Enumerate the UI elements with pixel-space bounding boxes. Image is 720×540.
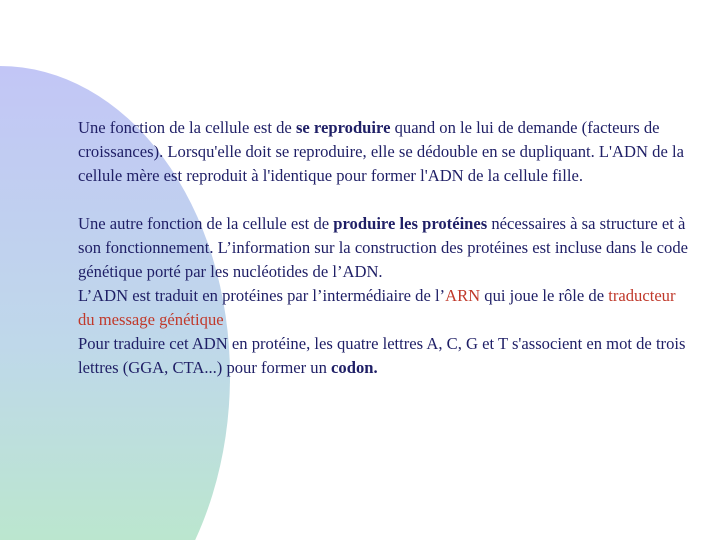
paragraph-text: Pour traduire cet ADN en protéine, les quatre lettres A, C, G et T s'associent en mot de trois lettres (GGA, CTA...) pour former un — [78, 334, 686, 377]
keyword-produire-les-proteines: produire les protéines — [333, 214, 488, 233]
slide-body — [78, 116, 688, 380]
paragraph-proteines — [78, 212, 688, 284]
keyword-traducteur: traducteur du message génétique — [78, 286, 676, 329]
paragraph-reproduction — [78, 116, 688, 188]
paragraph-text: Une fonction de la cellule est de — [78, 118, 296, 137]
paragraph-text: quand on le lui de demande (facteurs de croissances). Lorsqu'elle doit se reproduire, elle se dédouble en se dupliquant. L'ADN de la cellule mère est reproduit à l'identique pour former l'ADN de la cellule fille. — [78, 118, 684, 185]
paragraph-arn — [78, 284, 688, 332]
keyword-se-reproduire: se reproduire — [295, 118, 391, 137]
paragraph-text: L’ADN est traduit en protéines par l’intermédiaire de l’ — [78, 286, 446, 305]
keyword-codon: codon. — [331, 358, 378, 377]
keyword-arn: ARN — [445, 286, 481, 305]
paragraph-text: qui joue le rôle de — [480, 286, 609, 305]
paragraph-codon — [78, 332, 688, 380]
paragraph-text: Une autre fonction de la cellule est de — [78, 214, 334, 233]
paragraph-spacer — [78, 188, 688, 212]
paragraph-text: nécessaires à sa structure et à son fonctionnement. L’information sur la construction des protéines est incluse dans le code génétique porté par les nucléotides de l’ADN. — [78, 214, 688, 281]
